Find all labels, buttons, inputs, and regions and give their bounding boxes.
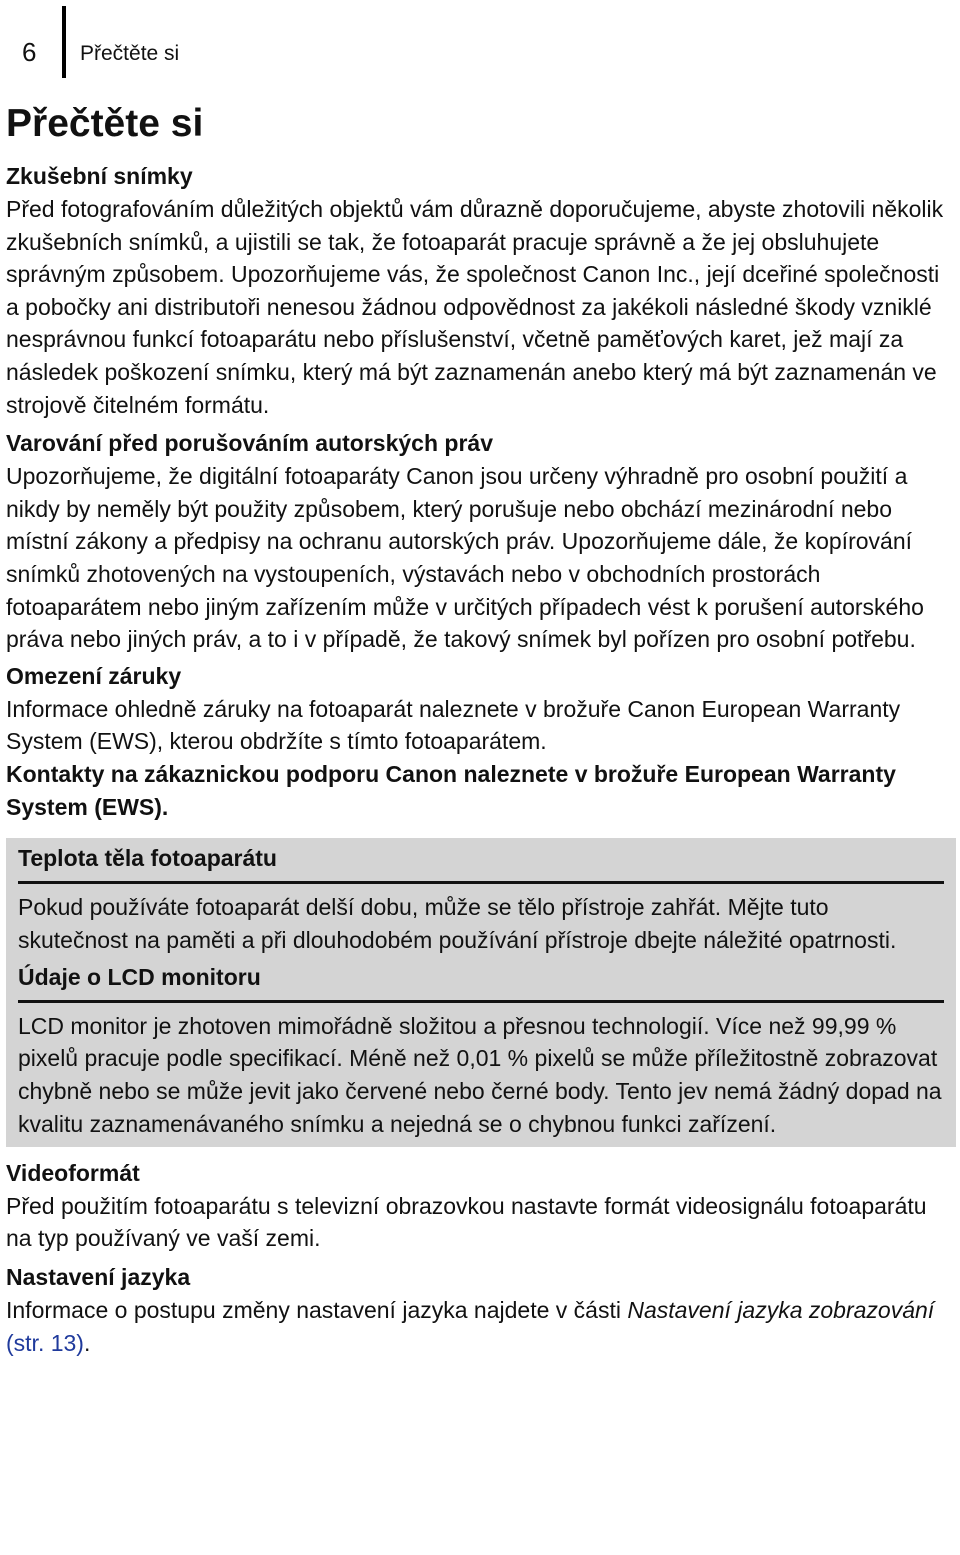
section-language bbox=[6, 1261, 956, 1359]
section-heading: Varování před porušováním autorských práv bbox=[6, 430, 493, 457]
notice-heading: Údaje o LCD monitoru bbox=[18, 963, 261, 990]
running-title: Přečtěte si bbox=[80, 42, 180, 65]
language-text-end: . bbox=[83, 1329, 91, 1356]
page-reference-link[interactable]: (str. 13) bbox=[6, 1329, 84, 1356]
section-text: Před použitím fotoaparátu s televizní obrazovkou nastavte formát videosignálu fotoaparátu na typ používaný ve vaší zemi. bbox=[6, 1192, 927, 1252]
notice-divider bbox=[18, 1000, 944, 1003]
notice-heading: Teplota těla fotoaparátu bbox=[18, 845, 277, 872]
section-text: Informace ohledně záruky na fotoaparát naleznete v brožuře Canon European Warranty System (EWS), kterou obdržíte s tímto fotoaparátem. bbox=[6, 695, 901, 755]
language-text: Informace o postupu změny nastavení jazyka najdete v části bbox=[6, 1297, 628, 1324]
page-title: Přečtěte si bbox=[6, 102, 204, 145]
section-text bbox=[6, 1294, 956, 1359]
section-warranty bbox=[6, 660, 956, 823]
section-video-format bbox=[6, 1157, 956, 1255]
section-heading: Videoformát bbox=[6, 1159, 140, 1186]
section-text: Upozorňujeme, že digitální fotoaparáty Canon jsou určeny výhradně pro osobní použití a nikdy by neměly být použity způsobem, který porušuje nebo obchází mezinárodní nebo místní zákony a předpisy na ochranu autorských práv. Upozorňujeme dále, že kopírování snímků zhotovených na vystoupeních, výstavách nebo v obchodních prostorách fotoaparátem nebo jiným zařízením může v určitých případech vést k porušení autorského práva nebo jiných práv, a to i v případě, že takový snímek byl pořízen pro osobní potřebu. bbox=[6, 463, 924, 653]
notice-text: Pokud používáte fotoaparát delší dobu, může se tělo přístroje zahřát. Mějte tuto skutečnost na paměti a při dlouhodobém používání přístroje dbejte náležité opatrnosti. bbox=[18, 894, 897, 953]
section-test-shots bbox=[6, 160, 956, 421]
notice-box bbox=[6, 838, 956, 1147]
section-heading: Omezení záruky bbox=[6, 662, 182, 689]
notice-text: LCD monitor je zhotoven mimořádně složitou a přesnou technologií. Více než 99,99 % pixelů pracuje podle specifikací. Méně než 0,01 % pixelů se může příležitostně zobrazovat chybně nebo se může jevit jako červené nebo černé body. Tento jev nemá žádný dopad na kvalitu zaznamenávaného snímku a nejedná se o chybnou funkci zařízení. bbox=[18, 1012, 942, 1138]
main-content bbox=[6, 160, 956, 1359]
support-contact-text: Kontakty na zákaznickou podporu Canon naleznete v brožuře European Warranty System (EWS). bbox=[6, 760, 896, 820]
header-divider bbox=[62, 6, 66, 78]
section-text: Před fotografováním důležitých objektů vám důrazně doporučujeme, abyste zhotovili několik zkušebních snímků, a ujistili se tak, že fotoaparát pracuje správně a že jej obsluhujete správným způsobem. Upozorňujeme vás, že společnost Canon Inc., její dceřiné společnosti a pobočky ani distributoři nenesou žádnou odpovědnost za jakékoli následné škody vzniklé nesprávnou funkcí fotoaparátu nebo příslušenství, včetně paměťových karet, jež mají za následek poškození snímku, který má být zaznamenán anebo který má být zaznamenán ve strojově čitelném formátu. bbox=[6, 196, 944, 418]
section-copyright bbox=[6, 427, 956, 656]
notice-divider bbox=[18, 881, 944, 884]
language-reference: Nastavení jazyka zobrazování bbox=[627, 1297, 935, 1324]
section-heading: Nastavení jazyka bbox=[6, 1264, 191, 1291]
page-header bbox=[0, 0, 960, 80]
page-number: 6 bbox=[22, 37, 37, 67]
section-heading: Zkušební snímky bbox=[6, 163, 193, 189]
